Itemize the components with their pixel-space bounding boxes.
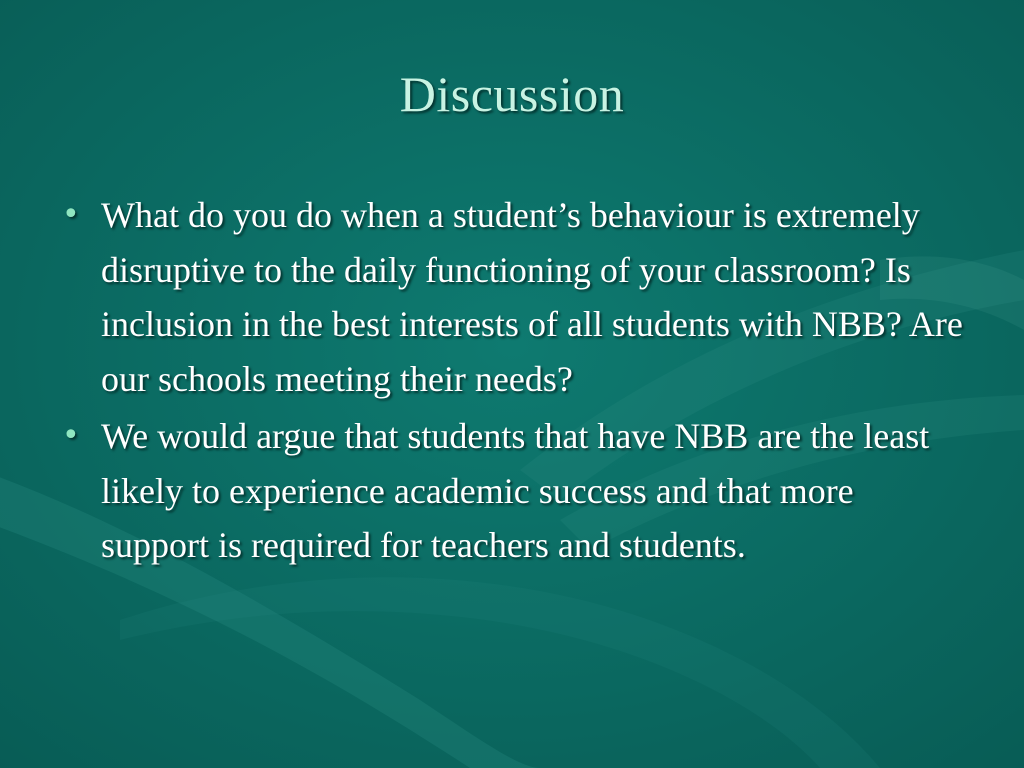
bullet-list: [60, 188, 965, 573]
bullet-icon: •: [62, 418, 80, 453]
bullet-item: [60, 409, 965, 573]
bullet-text: We would argue that students that have NBB are the least likely to experience academic success and that more support is required for teachers and students.: [101, 416, 930, 565]
bullet-item: [60, 188, 965, 406]
bullet-icon: •: [62, 197, 80, 232]
bullet-text: What do you do when a student’s behaviour is extremely disruptive to the daily functioning of your classroom? Is inclusion in the best interests of all students with NBB? Are our schools meeting their needs?: [101, 195, 963, 399]
slide-title: Discussion: [399, 66, 625, 122]
